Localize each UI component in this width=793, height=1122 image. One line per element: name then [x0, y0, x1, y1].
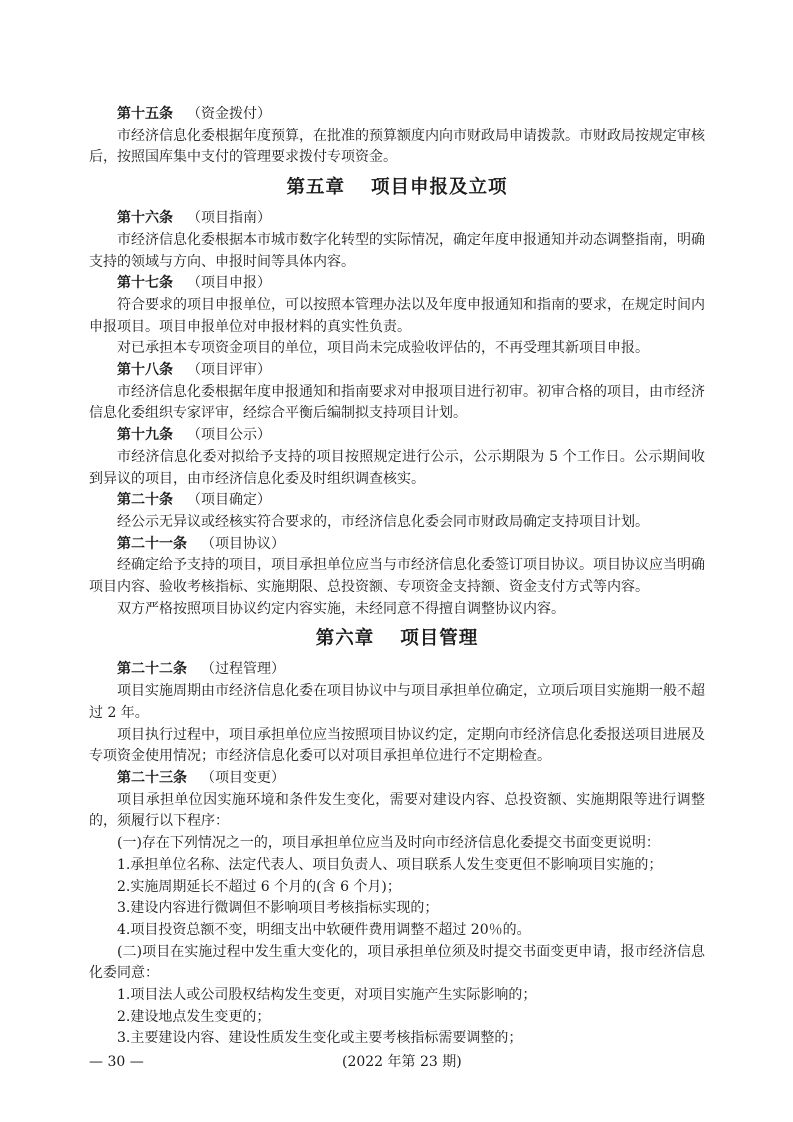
- paragraph: 3.主要建设内容、建设性质发生变化或主要考核指标需要调整的；: [117, 1030, 523, 1047]
- page-footer: [89, 1052, 705, 1072]
- paragraph: (二)项目在实施过程中发生重大变化的，项目承担单位须及时提交书面变更申请，报市经济信息化委同意：: [89, 943, 705, 982]
- chapter-heading: [89, 624, 705, 654]
- article-number: 第十八条: [117, 362, 173, 379]
- issue-label: (2022 年第 23 期): [342, 1054, 462, 1071]
- article-number: 第十六条: [117, 210, 173, 227]
- article-title: （项目指南）: [187, 210, 271, 227]
- paragraph: 市经济信息化委根据年度预算，在批准的预算额度内向市财政局申请拨款。市财政局按规定审核后，按照国库集中支付的管理要求拨付专项资金。: [89, 127, 705, 166]
- article-title: （项目变更）: [201, 769, 285, 786]
- article-title: （资金拨付）: [187, 106, 271, 122]
- article-number: 第十五条: [117, 106, 173, 122]
- paragraph: 市经济信息化委对拟给予支持的项目按照规定进行公示，公示期限为 5 个工作日。公示期间收到异议的项目，由市经济信息化委及时组织调查核实。: [89, 448, 705, 487]
- paragraph: 1.项目法人或公司股权结构发生变更，对项目实施产生实际影响的；: [117, 987, 537, 1004]
- paragraph: 经公示无异议或经核实符合要求的，市经济信息化委会同市财政局确定支持项目计划。: [117, 513, 649, 530]
- paragraph: 市经济信息化委根据年度申报通知和指南要求对申报项目进行初审。初审合格的项目，由市经济信息化委组织专家评审，经综合平衡后编制拟支持项目计划。: [89, 383, 705, 422]
- article-heading: [89, 659, 705, 681]
- article-title: （项目协议）: [201, 535, 285, 552]
- article-number: 第十九条: [117, 427, 173, 444]
- article-heading: [89, 425, 705, 447]
- chapter-title: 项目申报及立项: [371, 177, 508, 199]
- paragraph: 1.承担单位名称、法定代表人、项目负责人、项目联系人发生变更但不影响项目实施的；: [117, 856, 663, 873]
- article-title: （过程管理）: [201, 661, 285, 678]
- chapter-heading: [89, 173, 705, 203]
- article-heading: [89, 490, 705, 512]
- document-body: [89, 104, 705, 1050]
- article-title: （项目申报）: [187, 275, 271, 292]
- article-title: （项目评审）: [187, 362, 271, 379]
- paragraph: (一)存在下列情况之一的，项目承担单位应当及时向市经济信息化委提交书面变更说明：: [117, 835, 660, 852]
- paragraph: 双方严格按照项目协议约定内容实施，未经同意不得擅自调整协议内容。: [117, 600, 565, 617]
- paragraph: 对已承担本专项资金项目的单位，项目尚未完成验收评估的，不再受理其新项目申报。: [117, 340, 649, 357]
- article-title: （项目确定）: [187, 492, 271, 509]
- chapter-number: 第五章: [286, 177, 345, 199]
- article-number: 第二十二条: [117, 661, 187, 678]
- article-heading: [89, 768, 705, 790]
- article-number: 第二十三条: [117, 769, 187, 786]
- article-number: 第二十条: [117, 492, 173, 509]
- article-heading: [89, 360, 705, 382]
- paragraph: 3.建设内容进行微调但不影响项目考核指标实现的；: [117, 900, 439, 917]
- paragraph: 2.实施周期延长不超过 6 个月的(含 6 个月)；: [117, 878, 401, 895]
- chapter-title: 项目管理: [400, 628, 479, 650]
- article-heading: [89, 273, 705, 295]
- article-heading: [89, 208, 705, 230]
- page-number: — 30 —: [89, 1054, 144, 1071]
- article-title: （项目公示）: [187, 427, 271, 444]
- article-heading: [89, 534, 705, 556]
- paragraph: 符合要求的项目申报单位，可以按照本管理办法以及年度申报通知和指南的要求，在规定时间内申报项目。项目申报单位对申报材料的真实性负责。: [89, 296, 705, 335]
- article-number: 第二十一条: [117, 535, 187, 552]
- article-heading: [89, 104, 705, 126]
- paragraph: 项目实施周期由市经济信息化委在项目协议中与项目承担单位确定，立项后项目实施期一般不超过 2 年。: [89, 683, 705, 721]
- paragraph: 4.项目投资总额不变，明细支出中软硬件费用调整不超过 20％的。: [117, 921, 531, 938]
- chapter-number: 第六章: [315, 628, 375, 650]
- paragraph: 市经济信息化委根据本市城市数字化转型的实际情况，确定年度申报通知并动态调整指南，明确支持的领域与方向、申报时间等具体内容。: [89, 231, 705, 270]
- paragraph: 经确定给予支持的项目，项目承担单位应当与市经济信息化委签订项目协议。项目协议应当明确项目内容、验收考核指标、实施期限、总投资额、专项资金支持额、资金支付方式等内容。: [89, 557, 705, 596]
- paragraph: 项目执行过程中，项目承担单位应当按照项目协议约定，定期向市经济信息化委报送项目进展及专项资金使用情况；市经济信息化委可以对项目承担单位进行不定期检查。: [89, 726, 705, 765]
- paragraph: 2.建设地点发生变更的；: [117, 1008, 271, 1025]
- paragraph: 项目承担单位因实施环境和条件发生变化，需要对建设内容、总投资额、实施期限等进行调整的，须履行以下程序：: [89, 791, 705, 830]
- article-number: 第十七条: [117, 275, 173, 292]
